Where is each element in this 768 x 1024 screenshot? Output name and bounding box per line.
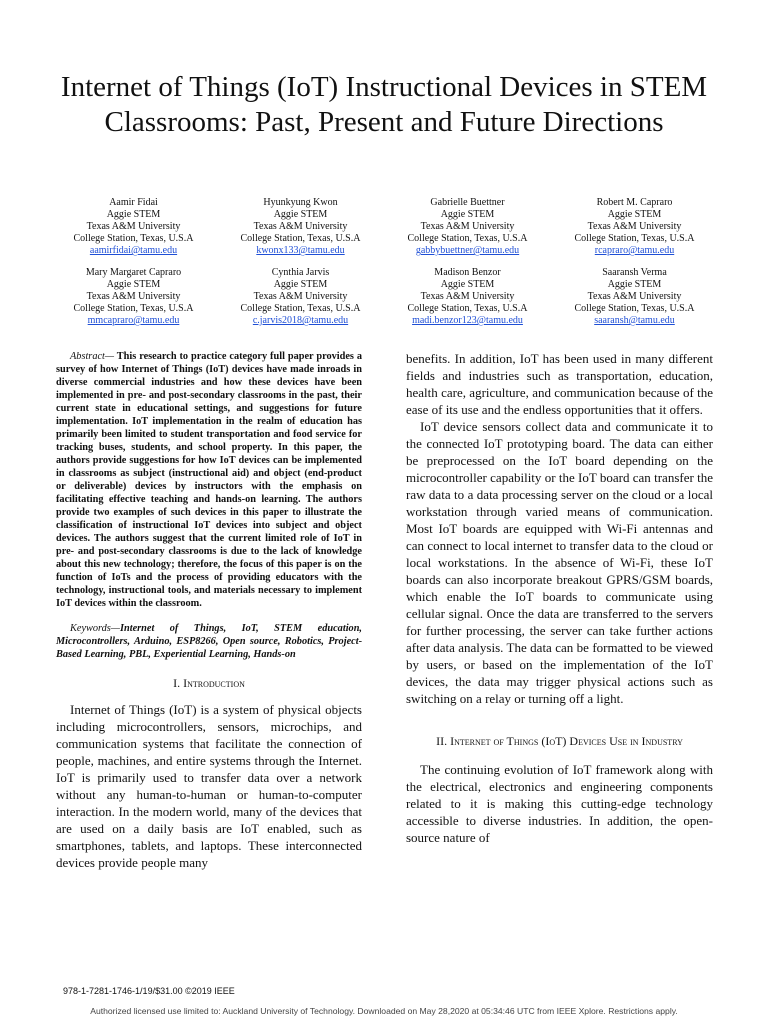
author-org: Aggie STEM: [440, 279, 495, 290]
author-block: [217, 267, 384, 327]
paper-title: Internet of Things (IoT) Instructional Devices in STEM Classrooms: Past, Present and Future Directions: [60, 71, 708, 138]
author-location: College Station, Texas, U.S.A: [574, 233, 695, 244]
author-block: [384, 197, 551, 257]
left-column: [56, 350, 362, 871]
author-name: Robert M. Capraro: [596, 197, 673, 208]
author-org: Aggie STEM: [607, 279, 662, 290]
author-block: [551, 197, 718, 257]
body-paragraph: The continuing evolution of IoT framework along with the electrical, electronics and engineering components related to it is making this cutting-edge technology accessible to diverse industries. In addition, the open-source nature of: [406, 762, 713, 845]
body-paragraph: Internet of Things (IoT) is a system of physical objects including microcontrollers, sensors, microchips, and communication systems that facilitate the connection of people, machines, and entire systems through the Internet. IoT is primarily used to transfer data over a network without any human-to-human or human-to-computer interaction. In the modern world, many of the devices that are used on a daily basis are IoT enabled, such as smartphones, tablets, and laptops. These interconnected devices provide people many: [56, 702, 362, 870]
author-university: Texas A&M University: [587, 221, 682, 232]
author-location: College Station, Texas, U.S.A: [574, 303, 695, 314]
author-university: Texas A&M University: [587, 291, 682, 302]
author-row-1: [50, 197, 718, 257]
author-name: Hyunkyung Kwon: [263, 197, 338, 208]
author-email-link[interactable]: madi.benzor123@tamu.edu: [412, 315, 523, 326]
author-org: Aggie STEM: [106, 279, 161, 290]
author-row-2: [50, 267, 718, 327]
author-block: [50, 197, 217, 257]
author-block: [384, 267, 551, 327]
author-org: Aggie STEM: [440, 209, 495, 220]
author-location: College Station, Texas, U.S.A: [240, 233, 361, 244]
author-org: Aggie STEM: [273, 279, 328, 290]
keywords-text: Internet of Things, IoT, STEM education, Microcontrollers, Arduino, ESP8266, Open source, Robotics, Project-Based Learning, PBL, Experiential Learning, Hands-on: [56, 623, 362, 660]
author-location: College Station, Texas, U.S.A: [407, 233, 528, 244]
body-paragraph: IoT device sensors collect data and communicate it to the connected IoT prototyping board. The data can either be preprocessed on the IoT board depending on the microcontroller capability or the IoT board can transfer the raw data to a data processing server on the cloud or a local workstation through varied means of communication. Most IoT boards are equipped with Wi-Fi antennas and can connect to local internet to transfer data to the cloud or local workstations. In the absence of Wi-Fi, these IoT boards can also incorporate breakout GPRS/GSM boards, which enable the IoT boards to communicate using cellular signal. Once the data are transferred to the servers for further processing, the server can take further actions after data analysis. The data can be formatted to be viewed by users, or based on the implementation of the IoT devices, the data may trigger physical actions such as switching on a relay or turning off a light.: [406, 419, 713, 706]
author-org: Aggie STEM: [607, 209, 662, 220]
body-paragraph: benefits. In addition, IoT has been used in many different fields and industries such as transportation, education, health care, agriculture, and communication because of the ease of its use and the endless opportunities that it offers.: [406, 351, 713, 417]
author-email-link[interactable]: kwonx133@tamu.edu: [256, 245, 345, 256]
author-email-link[interactable]: c.jarvis2018@tamu.edu: [252, 315, 349, 326]
section-heading-introduction: I. Introduction: [173, 676, 245, 690]
author-university: Texas A&M University: [420, 291, 515, 302]
author-email-link[interactable]: saaransh@tamu.edu: [594, 315, 675, 326]
author-name: Gabrielle Buettner: [430, 197, 505, 208]
author-email-link[interactable]: mmcapraro@tamu.edu: [87, 315, 180, 326]
author-location: College Station, Texas, U.S.A: [73, 233, 194, 244]
author-location: College Station, Texas, U.S.A: [240, 303, 361, 314]
author-name: Madison Benzor: [434, 267, 501, 278]
author-name: Cynthia Jarvis: [271, 267, 330, 278]
author-university: Texas A&M University: [253, 291, 348, 302]
author-university: Texas A&M University: [253, 221, 348, 232]
abstract-label: Abstract—: [70, 351, 115, 362]
author-university: Texas A&M University: [86, 291, 181, 302]
author-name: Mary Margaret Capraro: [85, 267, 182, 278]
author-location: College Station, Texas, U.S.A: [73, 303, 194, 314]
author-location: College Station, Texas, U.S.A: [407, 303, 528, 314]
author-email-link[interactable]: aamirfidai@tamu.edu: [89, 245, 178, 256]
author-block: [551, 267, 718, 327]
section-heading-industry: II. Internet of Things (IoT) Devices Use in Industry: [436, 734, 683, 748]
copyright-footer: 978-1-7281-1746-1/19/$31.00 ©2019 IEEE: [63, 986, 235, 996]
abstract: [56, 350, 362, 610]
right-column: [406, 350, 713, 846]
abstract-text: This research to practice category full paper provides a survey of how Internet of Things (IoT) devices have made inroads in diverse commercial industries and how these devices have been implemented in pre- and post-secondary classrooms in the past, their current state in educational settings, and suggestions for future implementation. IoT implementation in the realm of education has primarily been limited to student transportation and food service for tracking buses, students, and school property. In this paper, the authors provide suggestions for how IoT devices can be implemented in classrooms as subject (instructional aid) and object (end-product or deliverable) devices by instructors with the emphasis on facilitating effective teaching and hands-on learning. The authors provide two examples of such devices in this paper to illustrate the classification of instructional IoT devices into subject and object devices. The authors suggest that the current limited role of IoT in pre- and post-secondary classrooms is due to the lack of knowledge about this new technology; therefore, the focus of this paper is on the function of IoTs and the process of providing educators with the technology, instructional tools, and materials necessary to implement IoT devices within the classroom.: [56, 351, 362, 609]
author-university: Texas A&M University: [86, 221, 181, 232]
author-name: Saaransh Verma: [602, 267, 667, 278]
author-block: [217, 197, 384, 257]
keywords: [56, 622, 362, 661]
author-org: Aggie STEM: [273, 209, 328, 220]
license-footer: Authorized licensed use limited to: Auckland University of Technology. Downloaded on May 28,2020 at 05:34:46 UTC from IEEE Xplore. Restrictions apply.: [90, 1006, 678, 1016]
author-block: [50, 267, 217, 327]
author-name: Aamir Fidai: [109, 197, 158, 208]
author-email-link[interactable]: rcapraro@tamu.edu: [594, 245, 675, 256]
author-university: Texas A&M University: [420, 221, 515, 232]
author-email-link[interactable]: gabbybuettner@tamu.edu: [415, 245, 520, 256]
author-org: Aggie STEM: [106, 209, 161, 220]
keywords-label: Keywords—: [70, 623, 120, 634]
